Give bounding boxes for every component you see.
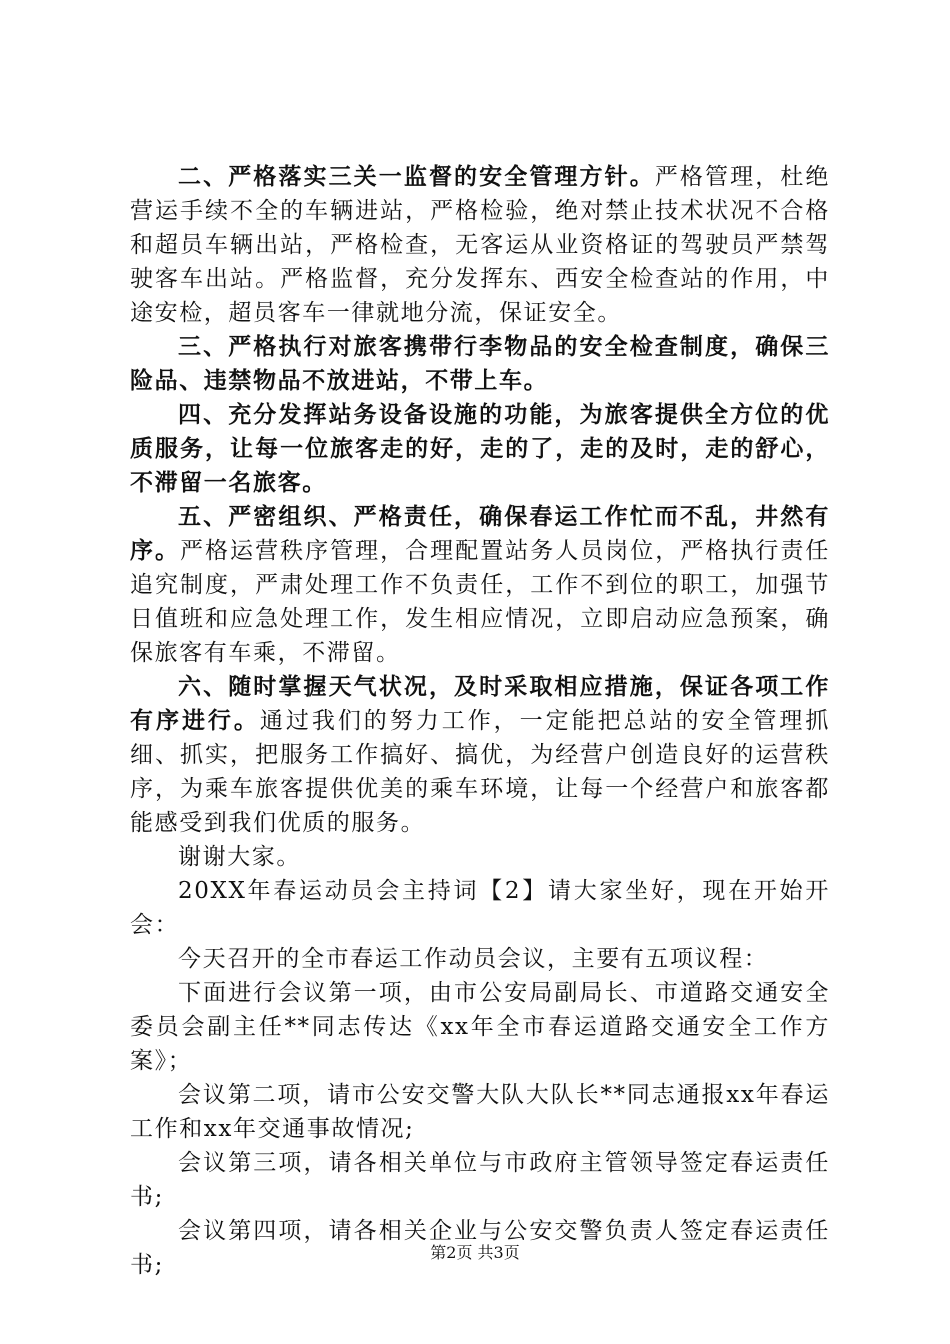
paragraph-text: 谢谢大家。 [178, 844, 301, 870]
paragraph-8 [130, 942, 830, 976]
paragraph-7 [130, 874, 830, 942]
paragraph-3 [130, 398, 830, 500]
paragraph-11 [130, 1146, 830, 1214]
paragraph-5 [130, 670, 830, 840]
paragraph-lead: 六、随时掌握天气状况，及时采取相应措施，保证各项工作有序进行。 [130, 674, 830, 734]
paragraph-text: 下面进行会议第一项，由市公安局副局长、市道路交通安全委员会副主任**同志传达《xx年全市春运道路交通安全工作方案》； [130, 980, 830, 1074]
paragraph-9 [130, 976, 830, 1078]
paragraph-text: 通过我们的努力工作，一定能把总站的安全管理抓细、抓实，把服务工作搞好、搞优，为经营户创造良好的运营秩序，为乘车旅客提供优美的乘车环境，让每一个经营户和旅客都能感受到我们优质的服务。 [130, 708, 831, 836]
paragraph-4 [130, 500, 830, 670]
paragraph-1 [130, 160, 830, 330]
paragraph-text: 会议第四项，请各相关企业与公安交警负责人签定春运责任书; [130, 1218, 830, 1278]
paragraph-lead: 三、严格执行对旅客携带行李物品的安全检查制度，确保三险品、违禁物品不放进站，不带上车。 [130, 334, 830, 394]
paragraph-text: 20XX年春运动员会主持词【2】请大家坐好，现在开始开会： [130, 878, 830, 938]
paragraph-text: 会议第三项，请各相关单位与市政府主管领导签定春运责任书; [130, 1150, 830, 1210]
paragraph-text: 今天召开的全市春运工作动员会议，主要有五项议程： [178, 946, 769, 972]
paragraph-text: 严格管理，杜绝营运手续不全的车辆进站，严格检验，绝对禁止技术状况不合格和超员车辆出站，严格检查，无客运从业资格证的驾驶员严禁驾驶客车出站。严格监督，充分发挥东、西安全检查站的作用，中途安检，超员客车一律就地分流，保证安全。 [130, 164, 831, 326]
document-body [130, 160, 830, 1282]
page-number: 第2页 共3页 [430, 1243, 520, 1262]
paragraph-2 [130, 330, 830, 398]
paragraph-lead: 五、严密组织、严格责任，确保春运工作忙而不乱，井然有序。 [130, 504, 830, 564]
paragraph-text: 会议第二项，请市公安交警大队大队长**同志通报xx年春运工作和xx年交通事故情况; [130, 1082, 830, 1142]
page-footer [0, 1243, 950, 1263]
paragraph-6 [130, 840, 830, 874]
paragraph-lead: 二、严格落实三关一监督的安全管理方针。 [178, 164, 655, 190]
paragraph-10 [130, 1078, 830, 1146]
paragraph-lead: 四、充分发挥站务设备设施的功能，为旅客提供全方位的优质服务，让每一位旅客走的好，走的了，走的及时，走的舒心，不滞留一名旅客。 [130, 402, 830, 496]
paragraph-text: 严格运营秩序管理，合理配置站务人员岗位，严格执行责任追究制度，严肃处理工作不负责任，工作不到位的职工，加强节日值班和应急处理工作，发生相应情况，立即启动应急预案，确保旅客有车乘，不滞留。 [130, 538, 830, 666]
